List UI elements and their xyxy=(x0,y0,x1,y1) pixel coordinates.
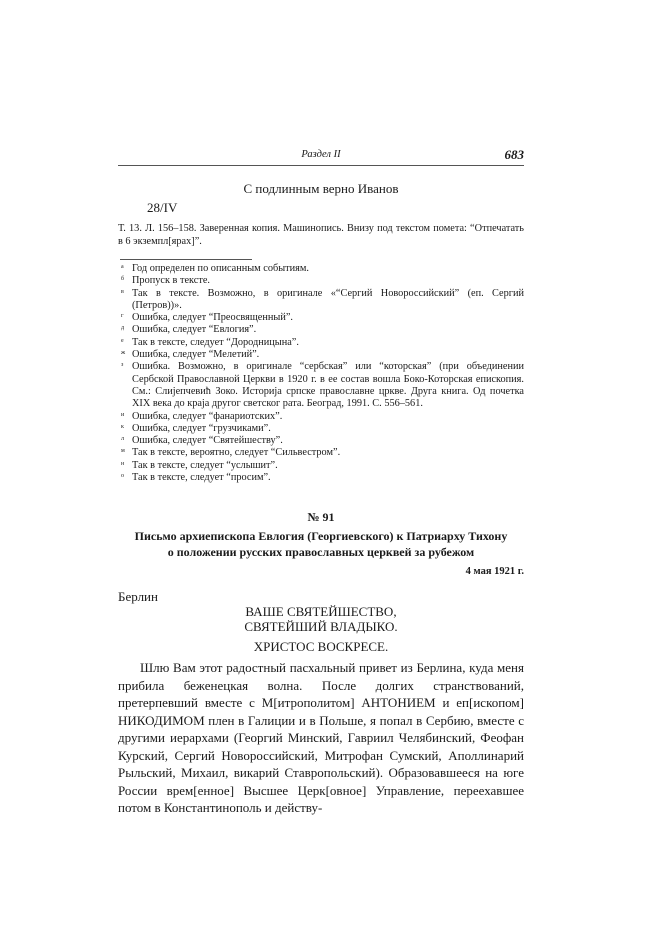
document-number: № 91 xyxy=(307,510,335,524)
footnote-marker: б xyxy=(121,276,125,283)
document-date: 4 мая 1921 г. xyxy=(465,566,524,577)
footnote-text: Так в тексте, вероятно, следует “Сильвестром”. xyxy=(132,447,341,459)
salutation-line-2: СВЯТЕЙШИЙ ВЛАДЫКО. xyxy=(244,619,398,634)
footnote xyxy=(120,447,524,459)
footnote xyxy=(120,324,524,336)
footnote-text: Ошибка, следует “Мелетий”. xyxy=(132,349,260,361)
footnote xyxy=(120,361,524,410)
footnote-marker: а xyxy=(121,264,124,270)
section-title: Раздел II xyxy=(301,149,341,160)
footnote xyxy=(120,411,524,423)
footnote xyxy=(120,472,524,484)
footnote xyxy=(120,349,524,361)
footnote xyxy=(120,288,524,313)
footnote-marker: о xyxy=(121,473,124,480)
footnote-text: Ошибка, следует “Святейшеству”. xyxy=(132,435,283,447)
footnote-text: Ошибка, следует “Евлогия”. xyxy=(132,324,257,336)
footnote xyxy=(120,312,524,324)
footnote-marker: н xyxy=(121,460,125,467)
footnote-marker: ж xyxy=(121,350,126,357)
letter-greeting: ХРИСТОС ВОСКРЕСЕ. xyxy=(253,639,389,654)
salutation-line-1: ВАШЕ СВЯТЕЙШЕСТВО, xyxy=(245,604,397,619)
footnote-text: Ошибка, следует “грузчиками”. xyxy=(132,422,271,434)
footnote-marker: в xyxy=(121,288,124,295)
page-number: 683 xyxy=(504,147,524,162)
footnote xyxy=(120,275,524,287)
footnote-text: Год определен по описанным событиям. xyxy=(132,263,309,274)
footnote-text: Ошибка. Возможно, в оригинале “сербская” или “которская” (при объединении Сербской Православной Церкви в 1920 г. в ее состав вошла Боко-Которская епископия. См.: Слијепчевић Зоко. Историја српске православне цркве. Друга книга. Од почетка XIX века до краја другог светског рата. Београд, 1991. С. 556–561. xyxy=(132,361,524,410)
footnote xyxy=(120,435,524,447)
footnote-text: Пропуск в тексте. xyxy=(132,275,211,287)
letter-body: Шлю Вам этот радостный пасхальный привет из Берлина, куда меня прибила беженецкая волна. После долгих странствований, претерпевший вместе с М[итрополитом] АНТОНИЕМ и еп[ископом] НИКОДИМОМ плен в Галиции и в Польше, я попал в Сербию, вместе с другими иерархами (Георгий Минский, Гавриил Челябинский, Феофан Курский, Сергий Новороссийский, Митрофан Сумский, Аполлинарий Рыльский, Михаил, викарий Ставропольский). Образовавшееся на юге России врем[енное] Высшее Церк[овное] Управление, переехавшее потом в Константинополь и действу- xyxy=(118,660,524,815)
document-title xyxy=(118,528,524,560)
footnote xyxy=(120,460,524,472)
footnote-text: Ошибка, следует “Преосвященный”. xyxy=(132,312,293,324)
archive-note: Т. 13. Л. 156–158. Заверенная копия. Машинопись. Внизу под текстом помета: “Отпечатать в 6 экземпл[ярах]”. xyxy=(118,223,524,247)
footnote-marker: з xyxy=(121,362,124,369)
footnote-marker: и xyxy=(121,411,125,418)
footnote-marker: к xyxy=(121,423,124,430)
certification-date: 28/IV xyxy=(147,200,178,215)
certification-line: С подлинным верно Иванов xyxy=(243,181,399,196)
footnote xyxy=(120,423,524,435)
footnote-marker: г xyxy=(121,313,124,320)
footnote-text: Ошибка, следует “фанариотских”. xyxy=(132,410,283,422)
letter-place: Берлин xyxy=(118,589,158,604)
footnote-marker: м xyxy=(121,448,125,455)
footnote xyxy=(120,337,524,349)
footnote-text: Так в тексте. Возможно, в оригинале «“Сергий Новороссийский” (еп. Сергий (Петров))». xyxy=(132,287,524,311)
footnote-marker: е xyxy=(121,337,124,344)
footnote-marker: л xyxy=(121,436,124,443)
footnotes-list xyxy=(120,263,524,484)
footnote-text: Так в тексте, следует “услышит”. xyxy=(132,459,278,471)
document-title-line-2: о положении русских православных церквей за рубежом xyxy=(167,545,475,559)
footnote-separator xyxy=(120,259,252,260)
letter-salutation xyxy=(118,604,524,634)
document-title-line-1: Письмо архиепископа Евлогия (Георгиевского) к Патриарху Тихону xyxy=(134,529,508,543)
footnote-marker: д xyxy=(121,325,125,332)
footnote xyxy=(120,263,524,275)
footnote-text: Так в тексте, следует “просим”. xyxy=(132,472,271,484)
footnote-text: Так в тексте, следует “Дородницына”. xyxy=(132,336,299,348)
running-header xyxy=(118,147,524,166)
